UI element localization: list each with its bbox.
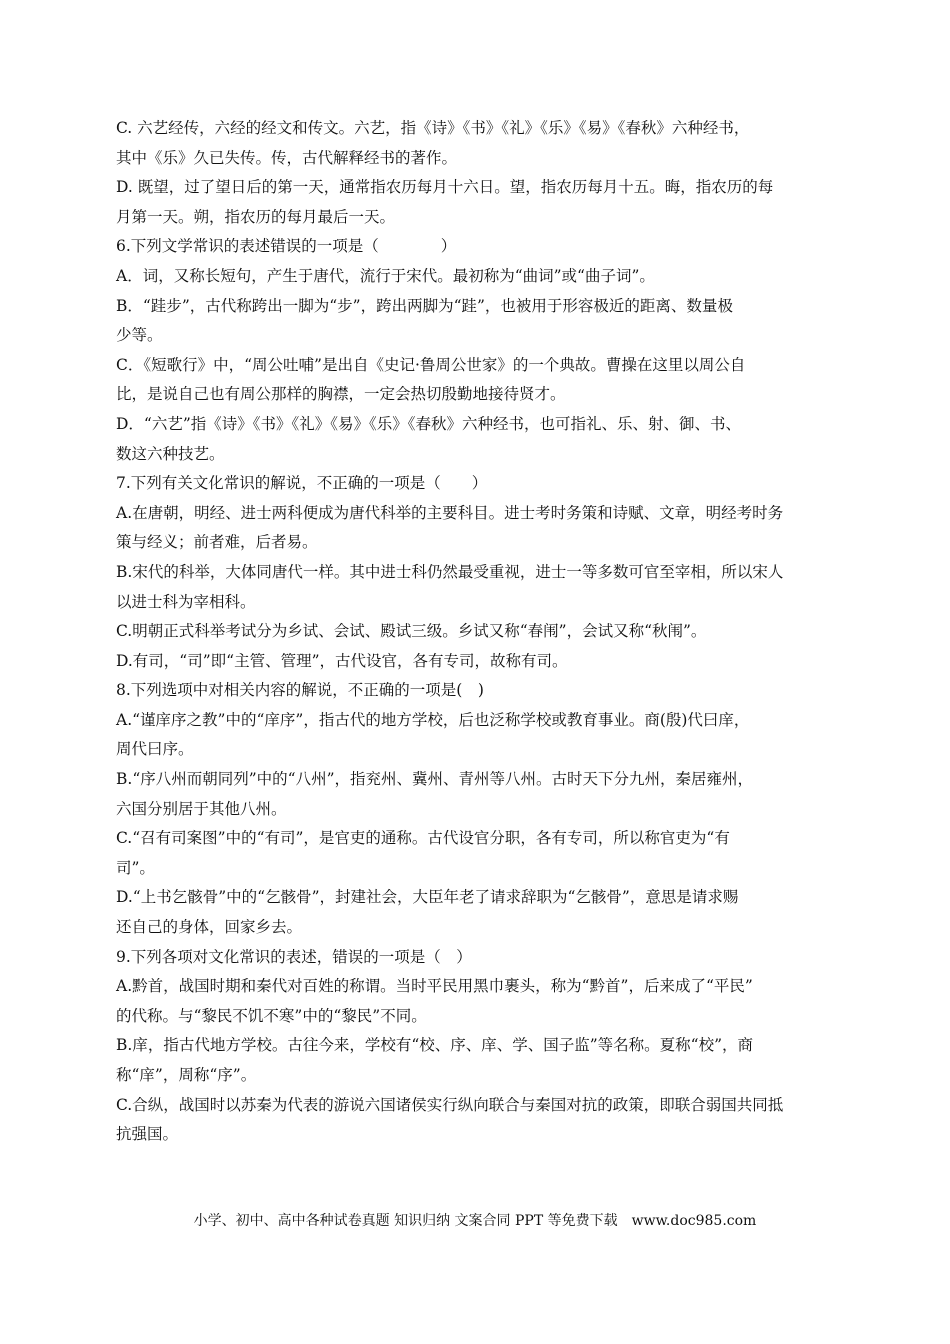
text-line: C．《短歌行》中，“周公吐哺”是出自《史记·鲁周公世家》的一个典故。曹操在这里以周公自 (116, 355, 746, 374)
text-line: A.“谨庠序之教”中的“庠序”，指古代的地方学校，后也泛称学校或教育事业。商(殷)代曰庠， (116, 710, 750, 729)
text-line: A.黔首，战国时期和秦代对百姓的称谓。当时平民用黑巾裹头，称为“黔首”，后来成了“平民” (116, 977, 753, 996)
text-line: 月第一天。朔，指农历的每月最后一天。 (116, 207, 396, 226)
document-body (116, 114, 844, 1150)
text-line: 周代曰序。 (116, 740, 194, 759)
text-line: 称“庠”，周称“序”。 (116, 1066, 257, 1084)
text-line: 数这六种技艺。 (116, 444, 225, 463)
text-line: B．“跬步”，古代称跨出一脚为“步”，跨出两脚为“跬”，也被用于形容极近的距离、数量极 (116, 296, 733, 315)
text-line: A．词，又称长短句，产生于唐代，流行于宋代。最初称为“曲词”或“曲子词”。 (116, 266, 655, 285)
text-line: D. 既望，过了望日后的第一天，通常指农历每月十六日。望，指农历每月十五。晦，指农历的每 (116, 178, 774, 197)
text-line: D.有司，“司”即“主管、管理”，古代设官，各有专司，故称有司。 (116, 651, 568, 670)
text-line: C. 六艺经传，六经的经文和传文。六艺，指《诗》《书》《礼》《乐》《易》《春秋》六种经书， (116, 119, 750, 137)
question-6-stem: 6.下列文学常识的表述错误的一项是（ ） (116, 237, 457, 256)
text-line: 抗强国。 (116, 1125, 179, 1144)
text-line: 的代称。与“黎民不饥不寒”中的“黎民”不同。 (116, 1006, 427, 1025)
text-line: 策与经义；前者难，后者易。 (116, 533, 318, 552)
text-line: C.明朝正式科举考试分为乡试、会试、殿试三级。乡试又称“春闱”，会试又称“秋闱”。 (116, 622, 707, 641)
text-line: 其中《乐》久已失传。传，古代解释经书的著作。 (116, 148, 458, 167)
text-line: 六国分别居于其他八州。 (116, 799, 287, 818)
text-line: D.“上书乞骸骨”中的“乞骸骨”，封建社会，大臣年老了请求辞职为“乞骸骨”，意思是请求赐 (116, 888, 739, 907)
text-line: B.宋代的科举，大体同唐代一样。其中进士科仍然最受重视，进士一等多数可官至宰相，所以宋人 (116, 562, 784, 581)
text-line: 以进士科为宰相科。 (116, 592, 256, 611)
text-line: D．“六艺”指《诗》《书》《礼》《易》《乐》《春秋》六种经书，也可指礼、乐、射、御、书、 (116, 414, 742, 433)
text-line: 少等。 (116, 326, 163, 345)
text-line: C.“召有司案图”中的“有司”，是官吏的通称。古代设官分职，各有专司，所以称官吏为“有 (116, 829, 730, 848)
text-line: B.“序八州而朝同列”中的“八州”，指兖州、冀州、青州等八州。古时天下分九州，秦居雍州， (116, 770, 754, 789)
text-line: B.庠，指古代地方学校。古往今来，学校有“校、序、庠、学、国子监”等名称。夏称“校”，商 (116, 1036, 754, 1055)
text-line: C.合纵，战国时以苏秦为代表的游说六国诸侯实行纵向联合与秦国对抗的政策，即联合弱国共同抵 (116, 1095, 784, 1114)
question-7-stem: 7.下列有关文化常识的解说，不正确的一项是（ ） (116, 474, 488, 493)
text-line: A.在唐朝，明经、进士两科便成为唐代科举的主要科目。进士考时务策和诗赋、文章，明经考时务 (116, 503, 784, 522)
question-9-stem: 9.下列各项对文化常识的表述，错误的一项是（ ） (116, 947, 472, 966)
page-footer: 小学、初中、高中各种试卷真题 知识归纳 文案合同 PPT 等免费下载 www.doc985.com (193, 1213, 757, 1229)
text-line: 司”。 (116, 858, 155, 877)
text-line: 比，是说自己也有周公那样的胸襟，一定会热切殷勤地接待贤才。 (116, 385, 566, 404)
text-line: 还自己的身体，回家乡去。 (116, 918, 303, 937)
question-8-stem: 8.下列选项中对相关内容的解说，不正确的一项是( ) (116, 681, 484, 700)
